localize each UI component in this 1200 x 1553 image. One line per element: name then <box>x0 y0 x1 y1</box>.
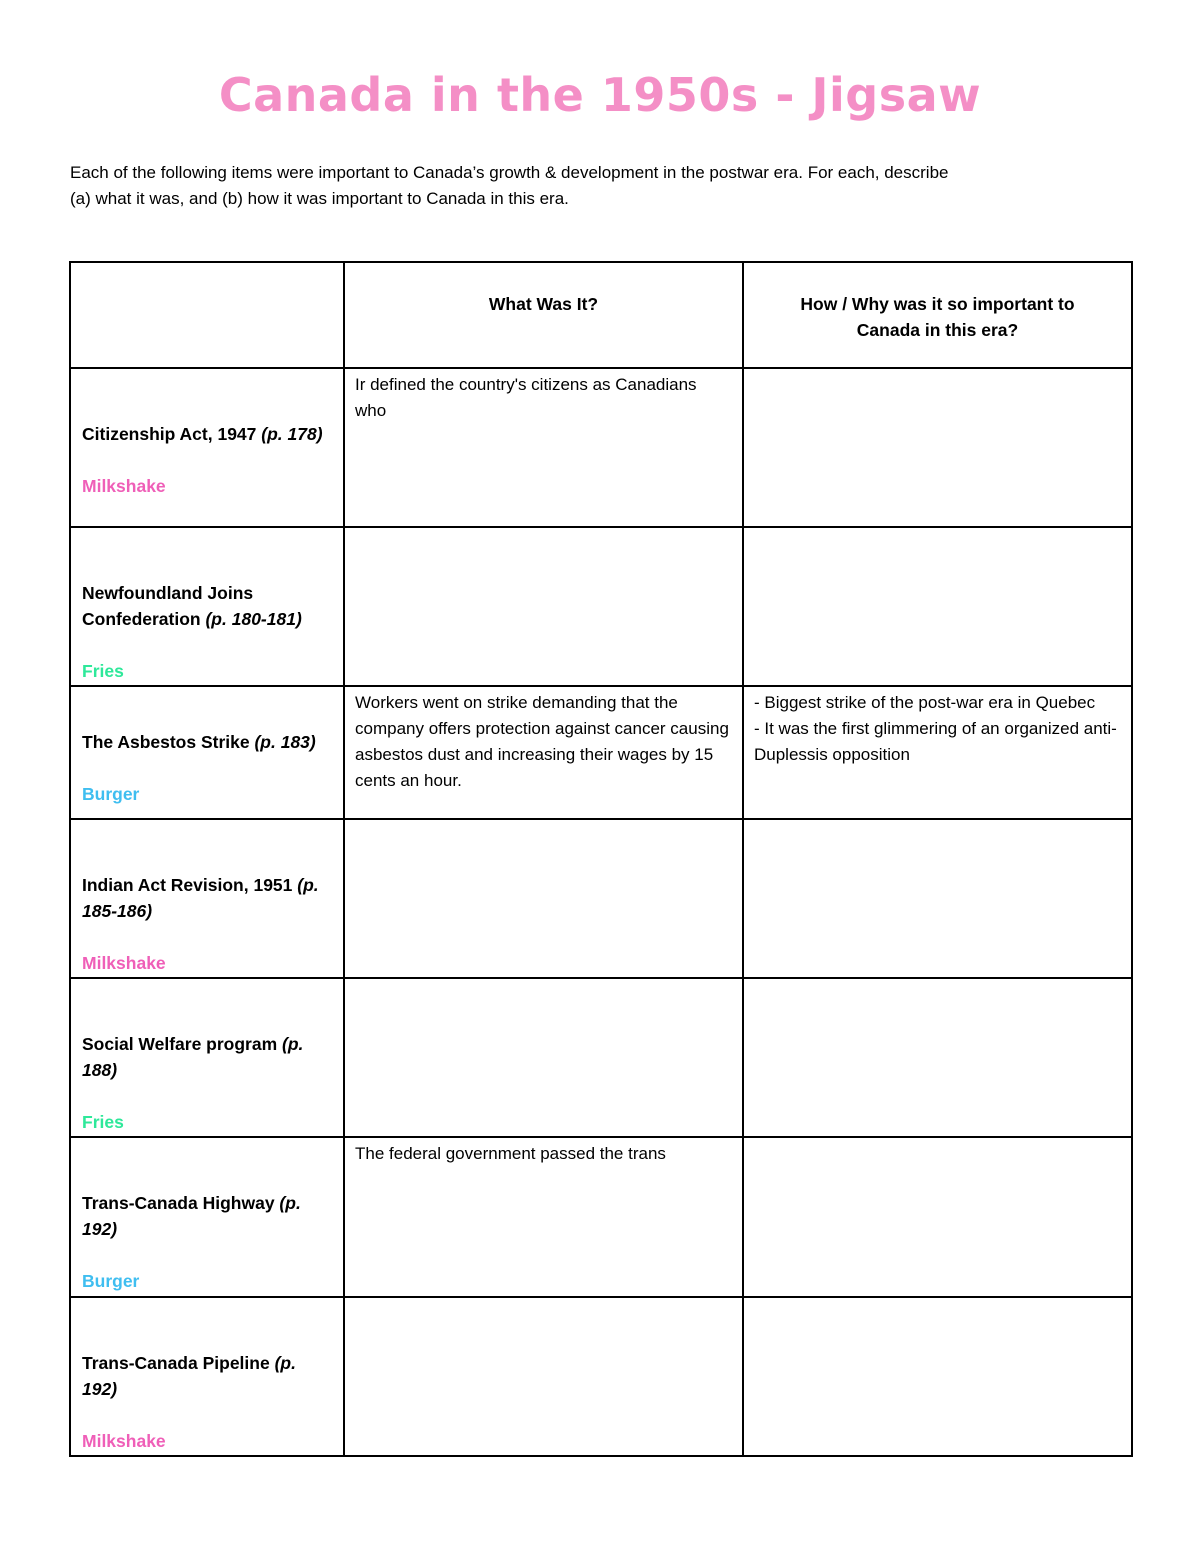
table-row <box>70 978 1132 1137</box>
item-page-ref: (p. 180-181) <box>205 609 302 629</box>
importance-cell[interactable] <box>743 527 1132 686</box>
item-cell <box>70 819 344 978</box>
item-page-ref: (p. 188) <box>82 1034 304 1080</box>
table-row <box>70 368 1132 527</box>
item-page-ref: (p. 178) <box>261 424 323 444</box>
what-was-it-cell[interactable] <box>344 1297 743 1456</box>
table-row <box>70 1297 1132 1456</box>
instructions-line-1: Each of the following items were important to Canada’s growth & development in the postwar era. For each, describe <box>70 163 949 182</box>
item-name: Citizenship Act, 1947 (p. 178) <box>82 424 323 444</box>
item-name: Indian Act Revision, 1951 (p. 185-186) <box>82 875 319 921</box>
what-was-it-cell[interactable] <box>344 368 743 527</box>
item-page-ref: (p. 183) <box>254 732 316 752</box>
what-was-it-cell[interactable] <box>344 1137 743 1297</box>
group-label: Burger <box>82 784 140 804</box>
item-cell <box>70 978 344 1137</box>
item-name: Trans-Canada Highway (p. 192) <box>82 1193 301 1239</box>
item-page-ref: (p. 192) <box>82 1193 301 1239</box>
header-what-was-it: What Was It? <box>344 262 743 368</box>
what-was-it-cell-text: Workers went on strike demanding that the company offers protection against cancer causing asbestos dust and increasing their wages by 15 cents an hour. <box>355 693 729 790</box>
importance-cell-text: - Biggest strike of the post-war era in Quebec <box>754 693 1096 712</box>
item-cell <box>70 1137 344 1297</box>
table-row <box>70 686 1132 819</box>
what-was-it-cell-text: The federal government passed the trans <box>355 1144 666 1163</box>
table-row <box>70 819 1132 978</box>
item-cell <box>70 527 344 686</box>
importance-cell[interactable] <box>743 368 1132 527</box>
item-page-ref: (p. 185-186) <box>82 875 319 921</box>
jigsaw-table <box>69 261 1133 1457</box>
item-name: The Asbestos Strike (p. 183) <box>82 732 316 752</box>
header-how-why-important: How / Why was it so important to Canada in this era? <box>743 262 1132 368</box>
group-label: Fries <box>82 1112 124 1132</box>
item-cell <box>70 686 344 819</box>
importance-cell[interactable] <box>743 1137 1132 1297</box>
instructions-line-2: (a) what it was, and (b) how it was important to Canada in this era. <box>70 189 569 208</box>
item-name: Newfoundland Joins Confederation (p. 180-181) <box>82 583 302 629</box>
table-row <box>70 1137 1132 1297</box>
item-cell <box>70 368 344 527</box>
item-page-ref: (p. 192) <box>82 1353 296 1399</box>
importance-cell[interactable] <box>743 686 1132 819</box>
table-row <box>70 527 1132 686</box>
group-label: Milkshake <box>82 476 166 496</box>
what-was-it-cell[interactable] <box>344 819 743 978</box>
instructions <box>70 160 1130 212</box>
header-row <box>70 262 1132 368</box>
importance-cell[interactable] <box>743 819 1132 978</box>
what-was-it-cell-text: Ir defined the country's citizens as Canadians who <box>355 375 697 420</box>
importance-cell-text: - It was the first glimmering of an organized anti-Duplessis opposition <box>754 719 1117 764</box>
group-label: Burger <box>82 1271 140 1291</box>
what-was-it-cell[interactable] <box>344 978 743 1137</box>
group-label: Milkshake <box>82 1431 166 1451</box>
item-name: Social Welfare program (p. 188) <box>82 1034 304 1080</box>
group-label: Fries <box>82 661 124 681</box>
importance-cell[interactable] <box>743 978 1132 1137</box>
what-was-it-cell[interactable] <box>344 686 743 819</box>
header-item <box>70 262 344 368</box>
page-title: Canada in the 1950s - Jigsaw <box>218 68 982 122</box>
group-label: Milkshake <box>82 953 166 973</box>
item-name: Trans-Canada Pipeline (p. 192) <box>82 1353 296 1399</box>
importance-cell[interactable] <box>743 1297 1132 1456</box>
item-cell <box>70 1297 344 1456</box>
what-was-it-cell[interactable] <box>344 527 743 686</box>
